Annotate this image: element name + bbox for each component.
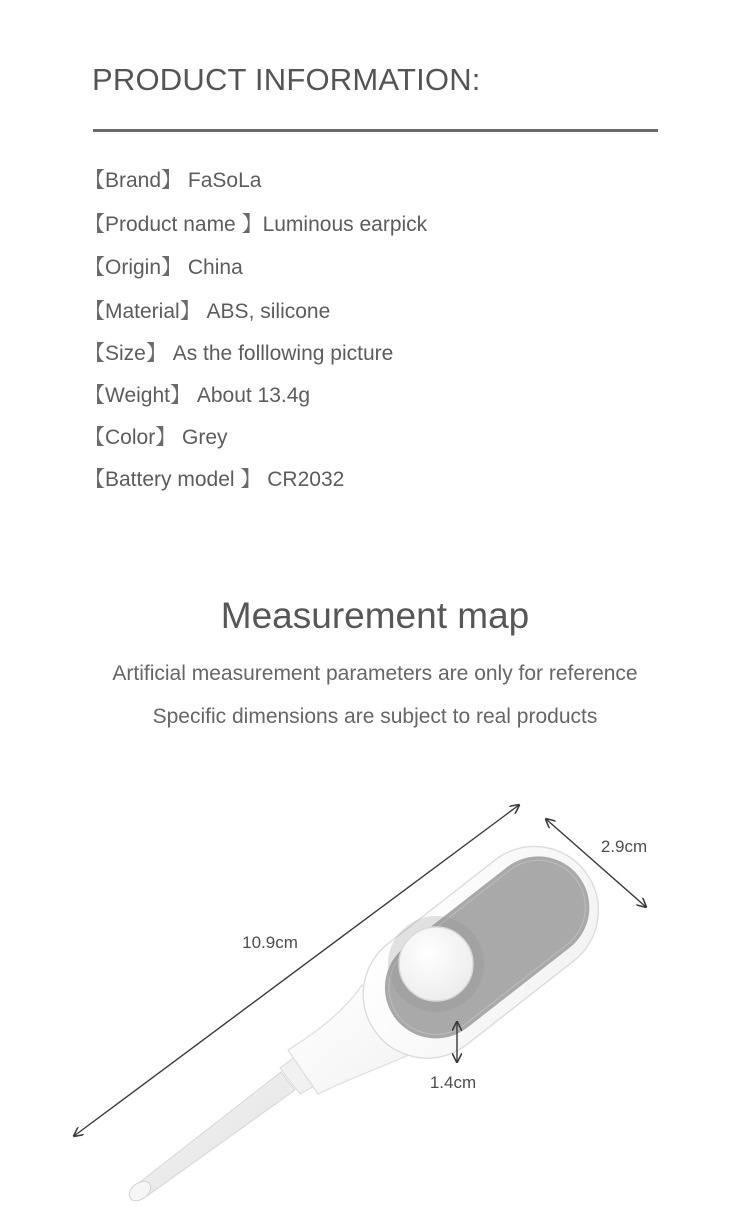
spec-row-weight: 【Weight】 About 13.4g xyxy=(84,384,311,407)
spec-value: As the folllowing picture xyxy=(172,342,394,365)
title-divider xyxy=(93,129,658,132)
spec-value: ABS, silicone xyxy=(206,300,331,323)
section-title: PRODUCT INFORMATION: xyxy=(92,62,481,97)
spec-key: Battery model xyxy=(105,468,241,491)
measurement-note-reference: Artificial measurement parameters are only for reference xyxy=(112,662,638,685)
spec-key: Size xyxy=(105,342,146,365)
spec-value: About 13.4g xyxy=(196,384,311,407)
spec-value: China xyxy=(187,256,243,279)
measurement-title: Measurement map xyxy=(220,595,530,636)
thickness-label: 1.4cm xyxy=(429,1073,477,1092)
width-label: 2.9cm xyxy=(600,837,648,856)
spec-row-material: 【Material】 ABS, silicone xyxy=(84,300,331,323)
length-label: 10.9cm xyxy=(242,933,298,952)
spec-row-product-name: 【Product name 】Luminous earpick xyxy=(84,213,428,236)
earpick-measurement-diagram xyxy=(0,760,750,1214)
spec-key: Material xyxy=(105,300,180,323)
earpick-illustration xyxy=(126,821,625,1205)
spec-key: Origin xyxy=(105,256,162,279)
spec-value: CR2032 xyxy=(267,468,345,491)
spec-row-origin: 【Origin】 China xyxy=(84,256,243,279)
power-button xyxy=(388,916,484,1012)
measurement-note-real-products: Specific dimensions are subject to real products xyxy=(152,705,598,728)
spec-key: Product name xyxy=(105,213,242,236)
earpick-tip xyxy=(126,1056,318,1205)
spec-row-battery-model: 【Battery model 】 CR2032 xyxy=(84,468,345,491)
spec-value: Luminous earpick xyxy=(262,213,428,236)
spec-key: Weight xyxy=(105,384,170,407)
spec-value: FaSoLa xyxy=(187,169,262,192)
spec-key: Color xyxy=(105,426,156,449)
spec-row-color: 【Color】 Grey xyxy=(84,426,228,449)
spec-key: Brand xyxy=(105,169,162,192)
spec-value: Grey xyxy=(182,426,228,449)
spec-row-brand: 【Brand】 FaSoLa xyxy=(84,169,262,192)
spec-row-size: 【Size】 As the folllowing picture xyxy=(84,342,394,365)
